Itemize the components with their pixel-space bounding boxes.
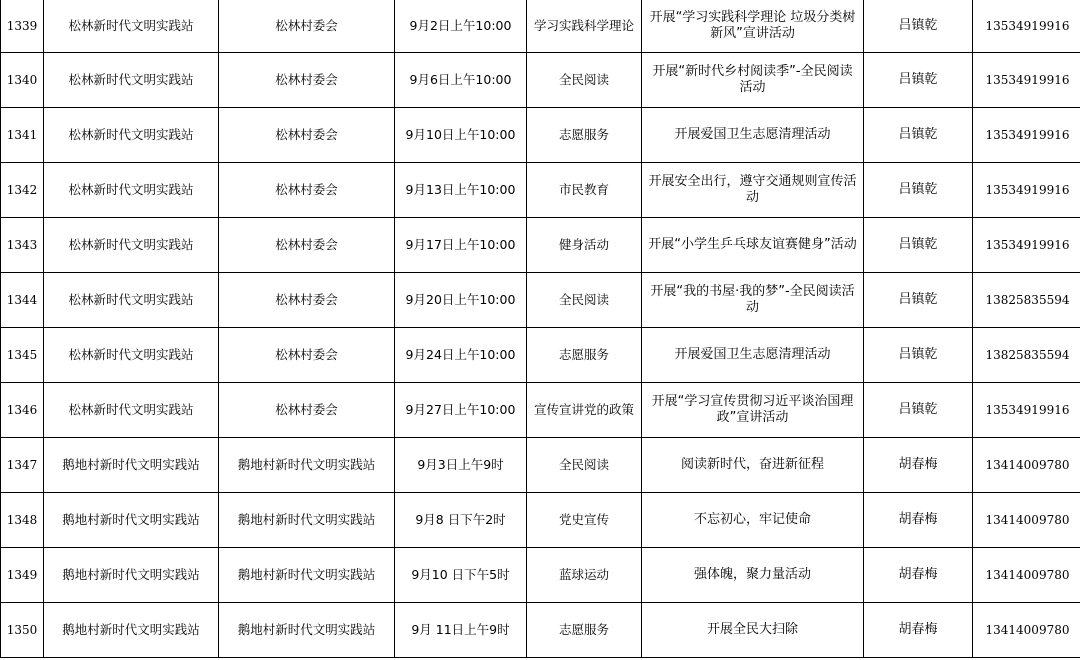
cell-seq: 1342 <box>1 163 44 218</box>
cell-type: 宣传宣讲党的政策 <box>527 383 642 438</box>
cell-contact: 胡春梅 <box>864 493 973 548</box>
cell-phone: 13825835594 <box>973 328 1080 383</box>
cell-type: 学习实践科学理论 <box>527 0 642 53</box>
cell-organizer: 鹅地村新时代文明实践站 <box>219 438 395 493</box>
cell-contact: 吕镇乾 <box>864 0 973 53</box>
cell-organizer: 松林村委会 <box>219 383 395 438</box>
cell-organizer: 松林村委会 <box>219 328 395 383</box>
cell-organizer: 松林村委会 <box>219 273 395 328</box>
cell-location: 鹅地村新时代文明实践站 <box>44 493 219 548</box>
cell-type: 志愿服务 <box>527 328 642 383</box>
cell-organizer: 松林村委会 <box>219 163 395 218</box>
cell-location: 松林新时代文明实践站 <box>44 53 219 108</box>
cell-contact: 吕镇乾 <box>864 108 973 163</box>
cell-seq: 1347 <box>1 438 44 493</box>
cell-location: 松林新时代文明实践站 <box>44 0 219 53</box>
table-row <box>1 163 1080 218</box>
cell-content: 开展“新时代乡村阅读季”-全民阅读活动 <box>642 53 864 108</box>
cell-phone: 13534919916 <box>973 218 1080 273</box>
table-row <box>1 218 1080 273</box>
cell-phone: 13414009780 <box>973 603 1080 658</box>
cell-content: 不忘初心，牢记使命 <box>642 493 864 548</box>
cell-phone: 13534919916 <box>973 53 1080 108</box>
cell-seq: 1345 <box>1 328 44 383</box>
cell-seq: 1348 <box>1 493 44 548</box>
cell-location: 松林新时代文明实践站 <box>44 163 219 218</box>
cell-phone: 13414009780 <box>973 548 1080 603</box>
table-row <box>1 493 1080 548</box>
cell-time: 9月10 日下午5时 <box>395 548 527 603</box>
cell-seq: 1339 <box>1 0 44 53</box>
cell-contact: 吕镇乾 <box>864 163 973 218</box>
table-row <box>1 603 1080 658</box>
cell-time: 9月27日上午10:00 <box>395 383 527 438</box>
cell-time: 9月8 日下午2时 <box>395 493 527 548</box>
cell-seq: 1349 <box>1 548 44 603</box>
cell-location: 鹅地村新时代文明实践站 <box>44 438 219 493</box>
cell-phone: 13534919916 <box>973 163 1080 218</box>
cell-content: 开展“小学生乒乓球友谊赛健身”活动 <box>642 218 864 273</box>
cell-organizer: 鹅地村新时代文明实践站 <box>219 493 395 548</box>
cell-contact: 胡春梅 <box>864 603 973 658</box>
cell-organizer: 松林村委会 <box>219 218 395 273</box>
cell-location: 松林新时代文明实践站 <box>44 218 219 273</box>
cell-type: 蓝球运动 <box>527 548 642 603</box>
cell-content: 强体魄，聚力量活动 <box>642 548 864 603</box>
cell-organizer: 鹅地村新时代文明实践站 <box>219 548 395 603</box>
cell-time: 9月6日上午10:00 <box>395 53 527 108</box>
cell-time: 9月24日上午10:00 <box>395 328 527 383</box>
cell-location: 鹅地村新时代文明实践站 <box>44 603 219 658</box>
table-row <box>1 548 1080 603</box>
cell-seq: 1343 <box>1 218 44 273</box>
cell-organizer: 松林村委会 <box>219 53 395 108</box>
cell-type: 党史宣传 <box>527 493 642 548</box>
cell-seq: 1344 <box>1 273 44 328</box>
cell-contact: 吕镇乾 <box>864 218 973 273</box>
cell-content: 阅读新时代，奋进新征程 <box>642 438 864 493</box>
table-row <box>1 53 1080 108</box>
cell-content: 开展“我的书屋·我的梦”-全民阅读活动 <box>642 273 864 328</box>
cell-contact: 吕镇乾 <box>864 273 973 328</box>
table-row <box>1 383 1080 438</box>
cell-seq: 1341 <box>1 108 44 163</box>
cell-phone: 13534919916 <box>973 0 1080 53</box>
cell-contact: 吕镇乾 <box>864 383 973 438</box>
cell-seq: 1350 <box>1 603 44 658</box>
cell-phone: 13414009780 <box>973 493 1080 548</box>
cell-organizer: 鹅地村新时代文明实践站 <box>219 603 395 658</box>
cell-content: 开展爱国卫生志愿清理活动 <box>642 108 864 163</box>
cell-location: 鹅地村新时代文明实践站 <box>44 548 219 603</box>
cell-contact: 胡春梅 <box>864 438 973 493</box>
cell-time: 9月17日上午10:00 <box>395 218 527 273</box>
cell-type: 志愿服务 <box>527 108 642 163</box>
cell-phone: 13534919916 <box>973 383 1080 438</box>
cell-content: 开展“学习实践科学理论 垃圾分类树新风”宣讲活动 <box>642 0 864 53</box>
cell-location: 松林新时代文明实践站 <box>44 328 219 383</box>
cell-content: 开展“学习宣传贯彻习近平谈治国理政”宣讲活动 <box>642 383 864 438</box>
cell-type: 全民阅读 <box>527 53 642 108</box>
cell-organizer: 松林村委会 <box>219 108 395 163</box>
cell-time: 9月10日上午10:00 <box>395 108 527 163</box>
cell-content: 开展全民大扫除 <box>642 603 864 658</box>
cell-location: 松林新时代文明实践站 <box>44 273 219 328</box>
table-body <box>1 0 1080 658</box>
cell-location: 松林新时代文明实践站 <box>44 383 219 438</box>
cell-phone: 13825835594 <box>973 273 1080 328</box>
cell-content: 开展安全出行，遵守交通规则宣传活动 <box>642 163 864 218</box>
table-row <box>1 0 1080 53</box>
cell-contact: 胡春梅 <box>864 548 973 603</box>
table-row <box>1 273 1080 328</box>
cell-location: 松林新时代文明实践站 <box>44 108 219 163</box>
cell-time: 9月20日上午10:00 <box>395 273 527 328</box>
cell-phone: 13414009780 <box>973 438 1080 493</box>
cell-time: 9月 11日上午9时 <box>395 603 527 658</box>
cell-phone: 13534919916 <box>973 108 1080 163</box>
cell-time: 9月13日上午10:00 <box>395 163 527 218</box>
cell-seq: 1340 <box>1 53 44 108</box>
cell-content: 开展爱国卫生志愿清理活动 <box>642 328 864 383</box>
table-row <box>1 438 1080 493</box>
cell-type: 全民阅读 <box>527 273 642 328</box>
cell-type: 市民教育 <box>527 163 642 218</box>
cell-seq: 1346 <box>1 383 44 438</box>
cell-type: 健身活动 <box>527 218 642 273</box>
cell-contact: 吕镇乾 <box>864 53 973 108</box>
cell-organizer: 松林村委会 <box>219 0 395 53</box>
cell-type: 全民阅读 <box>527 438 642 493</box>
cell-contact: 吕镇乾 <box>864 328 973 383</box>
table-row <box>1 108 1080 163</box>
table-row <box>1 328 1080 383</box>
cell-type: 志愿服务 <box>527 603 642 658</box>
cell-time: 9月3日上午9时 <box>395 438 527 493</box>
cell-time: 9月2日上午10:00 <box>395 0 527 53</box>
